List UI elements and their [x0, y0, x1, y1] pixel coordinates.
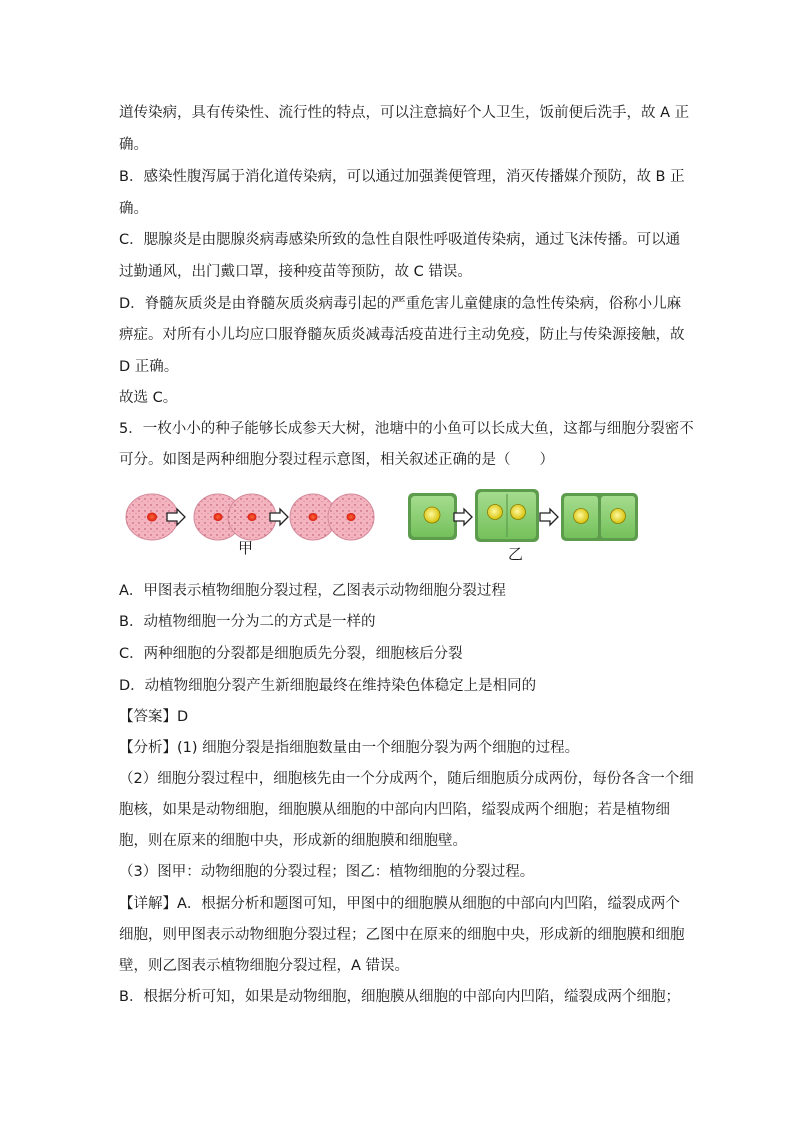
cell-division-figure [119, 485, 679, 565]
figure-label-jia: 甲 [238, 539, 254, 557]
text-line: 确。 [119, 137, 148, 153]
animal-cell-dividing [194, 494, 276, 540]
text-line: 过勤通风，出门戴口罩，接种疫苗等预防，故 C 错误。 [119, 264, 472, 280]
animal-daughter-cells [290, 494, 374, 540]
option-a: A．甲图表示植物细胞分裂过程，乙图表示动物细胞分裂过程 [119, 583, 506, 599]
plant-cell [408, 493, 457, 540]
answer-line: 【答案】D [119, 709, 189, 725]
text-line: 胞，则在原来的细胞中央，形成新的细胞膜和细胞壁。 [119, 833, 467, 849]
plant-cell-dividing [475, 489, 539, 542]
text-line: 痹症。对所有小儿均应口服脊髓灰质炎减毒活疫苗进行主动免疫，防止与传染源接触，故 [119, 327, 685, 343]
text-line: 壁，则乙图表示植物细胞分裂过程，A 错误。 [119, 958, 410, 974]
text-line: B．根据分析可知，如果是动物细胞，细胞膜从细胞的中部向内凹陷，缢裂成两个细胞； [119, 989, 680, 1005]
text-line: （3）图甲：动物细胞的分裂过程；图乙：植物细胞的分裂过程。 [119, 864, 535, 880]
figure-label-yi: 乙 [508, 545, 524, 563]
detail-line: 【详解】A．根据分析和题图可知，甲图中的细胞膜从细胞的中部向内凹陷，缢裂成两个 [119, 896, 680, 912]
plant-daughter-cells [561, 493, 638, 541]
text-line: （2）细胞分裂过程中，细胞核先由一个分成两个，随后细胞质分成两份，每份各含一个细 [119, 771, 694, 787]
text-line: B．感染性腹泻属于消化道传染病，可以通过加强粪便管理，消灭传播媒介预防，故 B 正 [119, 169, 685, 185]
option-c: C．两种细胞的分裂都是细胞质先分裂，细胞核后分裂 [119, 646, 463, 662]
text-line: 故选 C。 [119, 390, 178, 406]
text-line: 胞核，如果是动物细胞，细胞膜从细胞的中部向内凹陷，缢裂成两个细胞；若是植物细 [119, 802, 670, 818]
text-line: 细胞，则甲图表示动物细胞分裂过程；乙图中在原来的细胞中央，形成新的细胞膜和细胞 [119, 927, 685, 943]
text-line: 确。 [119, 201, 148, 217]
text-line: C．腮腺炎是由腮腺炎病毒感染所致的急性自限性呼吸道传染病，通过飞沫传播。可以通 [119, 232, 681, 248]
question-text: 5．一枚小小的种子能够长成参天大树，池塘中的小鱼可以长成大鱼，这都与细胞分裂密不 [119, 421, 694, 437]
arrow-icon [540, 509, 558, 525]
option-b: B．动植物细胞一分为二的方式是一样的 [119, 614, 376, 630]
option-d: D．动植物细胞分裂产生新细胞最终在维持染色体稳定上是相同的 [119, 678, 537, 694]
cell-division-diagram [119, 485, 679, 565]
text-line: D 正确。 [119, 359, 179, 375]
question-text: 可分。如图是两种细胞分裂过程示意图，相关叙述正确的是（ ） [119, 452, 554, 468]
text-line: 道传染病，具有传染性、流行性的特点，可以注意搞好个人卫生，饭前便后洗手，故 A 正 [119, 105, 690, 121]
text-line: D．脊髓灰质炎是由脊髓灰质炎病毒引起的严重危害儿童健康的急性传染病，俗称小儿麻 [119, 296, 682, 312]
analysis-line: 【分析】(1) 细胞分裂是指细胞数量由一个细胞分裂为两个细胞的过程。 [119, 740, 580, 756]
